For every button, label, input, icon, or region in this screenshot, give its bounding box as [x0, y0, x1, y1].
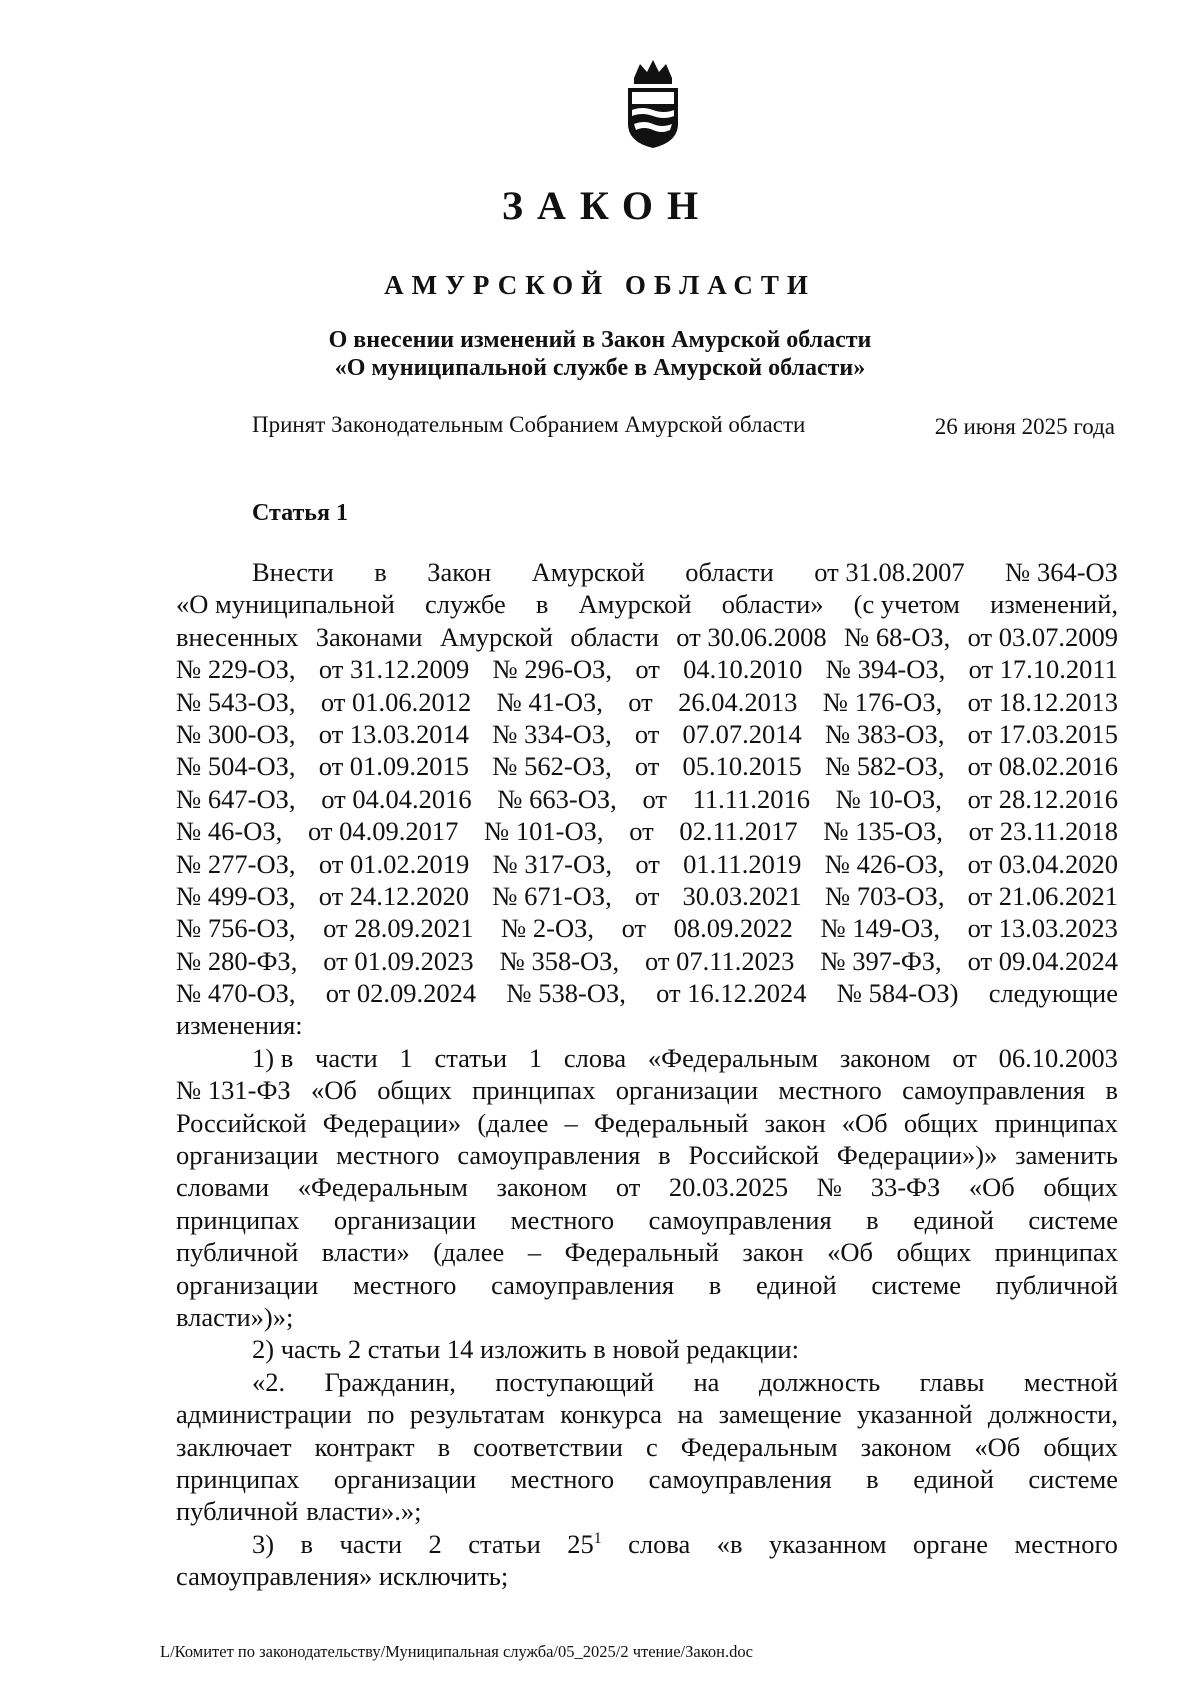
word: 20.03.2025 [668, 1172, 789, 1203]
paragraph-line [176, 588, 1118, 620]
word: от 01.09.2015 [318, 751, 470, 782]
word: 2 [428, 1528, 442, 1559]
word: единой [913, 1204, 994, 1235]
item-3-line [176, 1528, 1118, 1560]
word: от [629, 816, 654, 847]
word: № 41-ОЗ, [496, 686, 603, 717]
word: местного [510, 1463, 615, 1494]
word: местного [1014, 1528, 1118, 1559]
word: № 10-ОЗ, [835, 783, 942, 814]
coat-of-arms-emblem [620, 58, 686, 150]
word: № 317-ОЗ, [492, 848, 613, 879]
word: № 2-ОЗ, [501, 913, 595, 944]
word: № 426-ОЗ, [824, 848, 945, 879]
article-body [176, 556, 1118, 1593]
word: организации [176, 1140, 319, 1171]
item-1-line [176, 1074, 1118, 1106]
word: единой [756, 1269, 837, 1300]
word: 08.09.2022 [673, 913, 793, 944]
word: статьи [468, 1528, 541, 1559]
word: от 31.08.2007 [814, 557, 965, 587]
word: 04.10.2010 [683, 654, 803, 685]
word: от [634, 880, 660, 911]
word: (далее [433, 1237, 505, 1268]
word: № 364-ОЗ [1005, 557, 1118, 587]
adoption-statement: Принят Законодательным Собранием Амурской области [252, 412, 806, 437]
item-1-line [176, 1301, 1118, 1333]
word: от 09.04.2024 [967, 945, 1118, 976]
word: указанной [857, 1399, 973, 1430]
word: Внести [252, 557, 334, 587]
item-2-intro: 2) часть 2 статьи 14 изложить в новой редакции: [252, 1334, 799, 1365]
word: слова [563, 1042, 627, 1073]
word: Российской [688, 1140, 820, 1171]
paragraph-line [176, 848, 1118, 880]
word: № 394-ОЗ, [825, 654, 946, 685]
word: словами [176, 1172, 270, 1203]
word: по [367, 1399, 395, 1430]
word: от 01.09.2023 [323, 945, 474, 976]
word: № 499-ОЗ, [176, 880, 296, 911]
word: «в [716, 1528, 743, 1559]
item-2-quote-line [176, 1431, 1118, 1463]
word: от 13.03.2014 [318, 718, 470, 749]
word: системе [1028, 1463, 1118, 1494]
word: от [634, 718, 660, 749]
word: Российской [176, 1107, 307, 1138]
word: 30.03.2021 [682, 880, 802, 911]
word: от 24.12.2020 [318, 880, 470, 911]
word: от 28.12.2016 [967, 783, 1118, 814]
word: слова [628, 1528, 691, 1559]
word: 26.04.2013 [678, 686, 798, 717]
word: от [615, 1172, 641, 1203]
word: конкурса [560, 1399, 663, 1430]
word: № 131-ФЗ [176, 1075, 291, 1106]
file-path-footer: L/Комитет по законодательству/Муниципальная служба/05_2025/2 чтение/Закон.doc [160, 1642, 753, 1661]
word: № 663-ОЗ, [497, 783, 617, 814]
item-1-line [176, 1107, 1118, 1139]
superscript: 1 [593, 1529, 602, 1547]
word: «Об [841, 1107, 888, 1138]
item-1-line [176, 1139, 1118, 1171]
document-title: ЗАКОН [501, 183, 713, 228]
word: замещение [718, 1399, 842, 1430]
word: «2. [252, 1366, 286, 1397]
word: 1 [528, 1042, 543, 1073]
word: «Федеральным [297, 1172, 468, 1203]
word: № 671-ОЗ, [492, 880, 612, 911]
word: в [374, 557, 387, 587]
word: от 21.06.2021 [967, 880, 1118, 911]
word: № 280-ФЗ, [176, 945, 298, 976]
word: организации [333, 1463, 477, 1494]
word: от 01.06.2012 [320, 686, 472, 717]
word: от 08.02.2016 [967, 751, 1118, 782]
word: статьи [434, 1042, 508, 1073]
word: от 17.10.2011 [968, 654, 1118, 685]
word: (далее [477, 1107, 549, 1138]
word: общих [903, 1107, 979, 1138]
paragraph-line [176, 783, 1118, 815]
word: самоуправления [457, 1140, 641, 1171]
word: от 07.11.2023 [645, 945, 795, 976]
word: № 397-ФЗ, [820, 945, 942, 976]
article-heading: Статья 1 [252, 500, 348, 526]
paragraph-line [176, 912, 1118, 944]
word: поступающий [495, 1366, 655, 1397]
word: с [645, 1431, 658, 1462]
word: области [685, 557, 774, 587]
word: № 334-ОЗ, [492, 718, 612, 749]
word: законом [839, 1042, 931, 1073]
word: в [866, 1463, 879, 1494]
word: Федерации»)» [836, 1140, 998, 1171]
word: Федеральным [680, 1431, 838, 1462]
word: органе [912, 1528, 989, 1559]
word: «Об [974, 1431, 1021, 1462]
word: в [437, 1431, 451, 1462]
word: № 149-ОЗ, [820, 913, 940, 944]
adoption-date: 26 июня 2025 года [934, 414, 1115, 439]
word: 3) [252, 1528, 275, 1559]
word: системе [871, 1269, 961, 1300]
paragraph-line [176, 1009, 1118, 1041]
word: власти» [321, 1237, 410, 1268]
word: от [642, 783, 667, 814]
word: № 176-ОЗ, [822, 686, 943, 717]
word: Гражданин, [324, 1366, 456, 1397]
word: 11.11.2016 [692, 783, 810, 814]
word: от 13.03.2023 [967, 913, 1118, 944]
word: от 02.09.2024 [325, 978, 477, 1009]
word: власти».»; [306, 1496, 422, 1527]
word: должность [758, 1366, 881, 1397]
item-3-line: самоуправления» исключить; [176, 1561, 509, 1592]
document-subject [0, 326, 1200, 382]
word: области [570, 621, 659, 652]
word: от 31.12.2009 [318, 654, 470, 685]
word: закон [742, 1237, 804, 1268]
word: № 538-ОЗ, [506, 978, 626, 1009]
word: № 135-ОЗ, [823, 816, 943, 847]
word: на [693, 1366, 720, 1397]
item-2-quote-line [176, 1398, 1118, 1430]
word: № 46-ОЗ, [176, 816, 283, 847]
word: Законами [315, 621, 423, 652]
word: общих [1043, 1172, 1118, 1203]
word: части [315, 1042, 378, 1073]
word: изменения: [176, 1010, 303, 1041]
word: № 358-ОЗ, [499, 945, 620, 976]
word: организации [615, 1075, 759, 1106]
word: соответствии [473, 1431, 623, 1462]
word: местного [336, 1140, 440, 1171]
word: Амурской [439, 621, 553, 652]
word: от 03.07.2009 [967, 621, 1118, 652]
word: области» [721, 589, 824, 620]
word: общих [896, 1237, 972, 1268]
word: принципах [176, 1204, 300, 1235]
word: местной [1023, 1366, 1118, 1397]
paragraph-line [176, 621, 1118, 653]
word: № 68-ОЗ, [844, 621, 951, 652]
word: от 18.12.2013 [967, 686, 1118, 717]
document-region: АМУРСКОЙ ОБЛАСТИ [384, 270, 816, 300]
word: $25^1$ [567, 1528, 602, 1559]
word: общих [1043, 1431, 1118, 1462]
paragraph-line [176, 686, 1118, 718]
word: от [635, 654, 660, 685]
word: № 296-ОЗ, [492, 654, 613, 685]
word: 02.11.2017 [679, 816, 798, 847]
word: 01.11.2019 [683, 848, 802, 879]
word: от 16.12.2024 [656, 978, 807, 1009]
word: контракт [314, 1431, 415, 1462]
word: администрации [176, 1399, 352, 1430]
word: «Об [968, 1172, 1015, 1203]
word: № [816, 1172, 843, 1203]
paragraph-line [176, 750, 1118, 782]
item-2-quote-line [176, 1366, 1118, 1398]
item-1-line [176, 1204, 1118, 1236]
word: части [339, 1528, 403, 1559]
word: от [628, 686, 653, 717]
word: от 01.02.2019 [318, 848, 470, 879]
word: местного [510, 1204, 615, 1235]
word: № 543-ОЗ, [176, 686, 296, 717]
word: № 504-ОЗ, [176, 751, 296, 782]
word: публичной [176, 1237, 299, 1268]
word: в [535, 589, 549, 620]
word: 05.10.2015 [682, 751, 802, 782]
word: от [635, 848, 660, 879]
item-2-quote-line [176, 1495, 1118, 1527]
word: принципах [994, 1107, 1118, 1138]
subject-line: О внесении изменений в Закон Амурской области [328, 327, 872, 353]
item-1-line [176, 1042, 1118, 1074]
paragraph-line [176, 815, 1118, 847]
word: № 470-ОЗ, [176, 978, 296, 1009]
item-1-line [176, 1171, 1118, 1203]
word: главы [919, 1366, 985, 1397]
word: «Об [827, 1237, 874, 1268]
word: службе [424, 589, 506, 620]
word: в [708, 1269, 722, 1300]
word: «О муниципальной [176, 589, 395, 620]
word: № 101-ОЗ, [484, 816, 604, 847]
word: от 23.11.2018 [968, 816, 1118, 847]
word: в [658, 1140, 671, 1171]
paragraph-line [176, 880, 1118, 912]
word: публичной [176, 1496, 299, 1527]
word: изменений, [990, 589, 1118, 620]
word: 06.10.2003 [998, 1042, 1118, 1073]
word: № 647-ОЗ, [176, 783, 296, 814]
word: № 703-ОЗ, [824, 880, 945, 911]
word: «Об [311, 1075, 357, 1106]
item-1-line [176, 1236, 1118, 1268]
word: принципах [472, 1075, 596, 1106]
word: Федеральный [593, 1107, 749, 1138]
item-2-quote-line [176, 1463, 1118, 1495]
word: самоуправления [648, 1463, 832, 1494]
word: от 03.04.2020 [967, 848, 1118, 879]
word: следующие [988, 978, 1118, 1009]
word: № 562-ОЗ, [492, 751, 612, 782]
word: в [866, 1204, 879, 1235]
word: № 582-ОЗ, [824, 751, 945, 782]
word: самоуправления [491, 1269, 675, 1300]
word: № 277-ОЗ, [176, 848, 296, 879]
word: законом [860, 1431, 952, 1462]
word: в [300, 1528, 314, 1559]
word: Федерации» [322, 1107, 462, 1138]
word: в [1105, 1075, 1118, 1106]
word: указанном [768, 1528, 887, 1559]
word: № 383-ОЗ, [824, 718, 945, 749]
word: единой [913, 1463, 994, 1494]
word: самоуправления [648, 1204, 832, 1235]
word: 1 [399, 1042, 413, 1073]
word: Амурской [531, 557, 645, 587]
word: № 229-ОЗ, [176, 654, 296, 685]
word: от 30.06.2008 [676, 621, 827, 652]
word: принципах [994, 1237, 1118, 1268]
word: заключает [176, 1431, 292, 1462]
word: Федеральный [564, 1237, 719, 1268]
word: «Федеральным [647, 1042, 819, 1073]
word: 07.07.2014 [682, 718, 802, 749]
word: (с учетом [853, 589, 960, 620]
paragraph-line [176, 653, 1118, 685]
word: от 17.03.2015 [967, 718, 1118, 749]
word: 33-ФЗ [870, 1172, 941, 1203]
word: на [677, 1399, 704, 1430]
word: от [621, 913, 647, 944]
word: 1) в [252, 1042, 294, 1073]
word: Амурской [578, 589, 692, 620]
paragraph-line [176, 945, 1118, 977]
word: законом [496, 1172, 588, 1203]
paragraph-line [176, 718, 1118, 750]
word: внесенных [176, 621, 299, 652]
word: № 584-ОЗ) [836, 978, 959, 1009]
word: публичной [995, 1269, 1118, 1300]
word: самоуправления [902, 1075, 1086, 1106]
word: от 04.09.2017 [307, 816, 459, 847]
word: заменить [1015, 1140, 1118, 1171]
word: – [527, 1237, 542, 1268]
word: от [952, 1042, 977, 1073]
word: от 28.09.2021 [323, 913, 474, 944]
paragraph-line [176, 977, 1118, 1009]
item-1-line [176, 1269, 1118, 1301]
word: должности, [987, 1399, 1118, 1430]
word: системе [1028, 1204, 1118, 1235]
word: № 300-ОЗ, [176, 718, 296, 749]
word: принципах [176, 1463, 300, 1494]
word: Закон [427, 557, 492, 587]
word: от [634, 751, 660, 782]
word: организации [176, 1269, 319, 1300]
word: местного [352, 1269, 457, 1300]
word: власти»)»; [176, 1301, 294, 1332]
word: № 756-ОЗ, [176, 913, 296, 944]
word: организации [333, 1204, 477, 1235]
word: закон [764, 1107, 826, 1138]
word: местного [778, 1075, 882, 1106]
word: – [564, 1107, 578, 1138]
paragraph-line [176, 556, 1118, 588]
word: от 04.04.2016 [321, 783, 472, 814]
subject-line: «О муниципальной службе в Амурской области» [334, 355, 866, 381]
word: общих [377, 1075, 452, 1106]
word: результатам [409, 1399, 545, 1430]
